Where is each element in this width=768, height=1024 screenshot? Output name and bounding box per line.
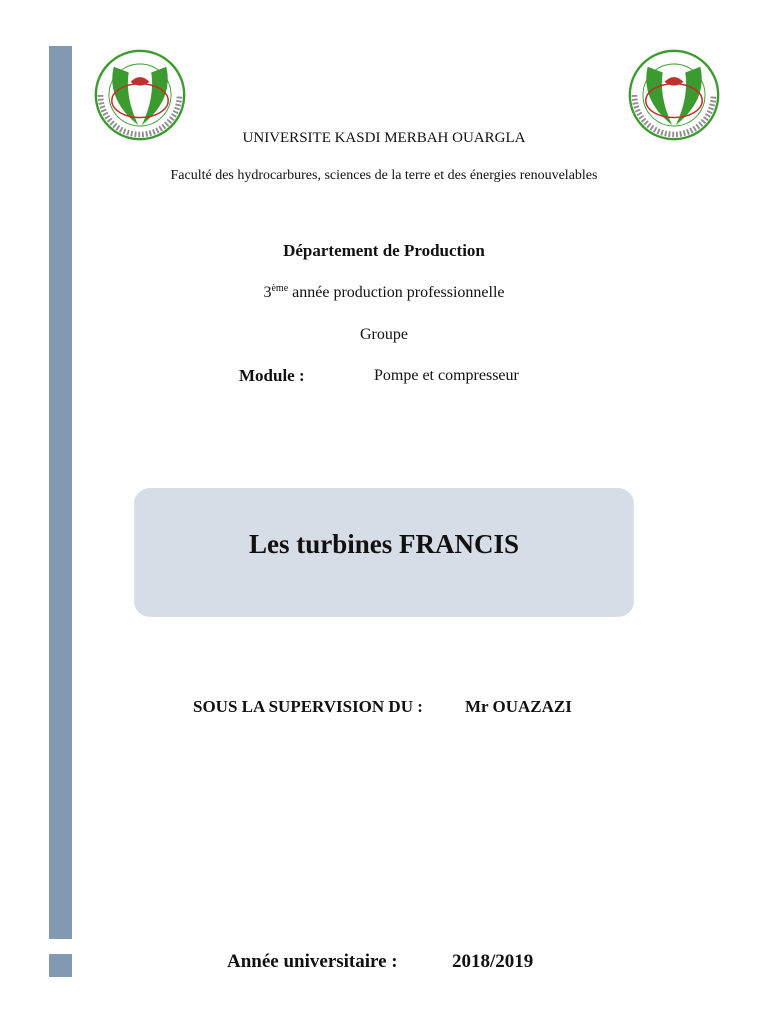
study-year [0,284,768,302]
group-label: Groupe [360,326,408,343]
faculty-name: Faculté des hydrocarbures, sciences de la terre et des énergies renouvelables [170,168,598,183]
document-title: Les turbines FRANCIS [248,529,520,559]
supervision-label: SOUS LA SUPERVISION DU : [193,697,423,716]
module-value: Pompe et compresseur [374,367,519,384]
side-accent-square [49,954,72,977]
module-label: Module : [239,366,305,385]
university-logo-left [93,48,187,142]
academic-year-label: Année universitaire : [227,951,398,972]
department-name: Département de Production [283,241,485,260]
university-name: UNIVERSITE KASDI MERBAH OUARGLA [242,130,526,146]
university-logo-right [627,48,721,142]
study-year-text: année production professionnelle [288,284,505,301]
academic-year-value: 2018/2019 [452,951,534,972]
supervisor-name: Mr OUAZAZI [465,697,572,716]
study-year-number: 3 [263,284,272,301]
study-year-suffix: ème [271,283,289,294]
title-box [134,488,634,617]
